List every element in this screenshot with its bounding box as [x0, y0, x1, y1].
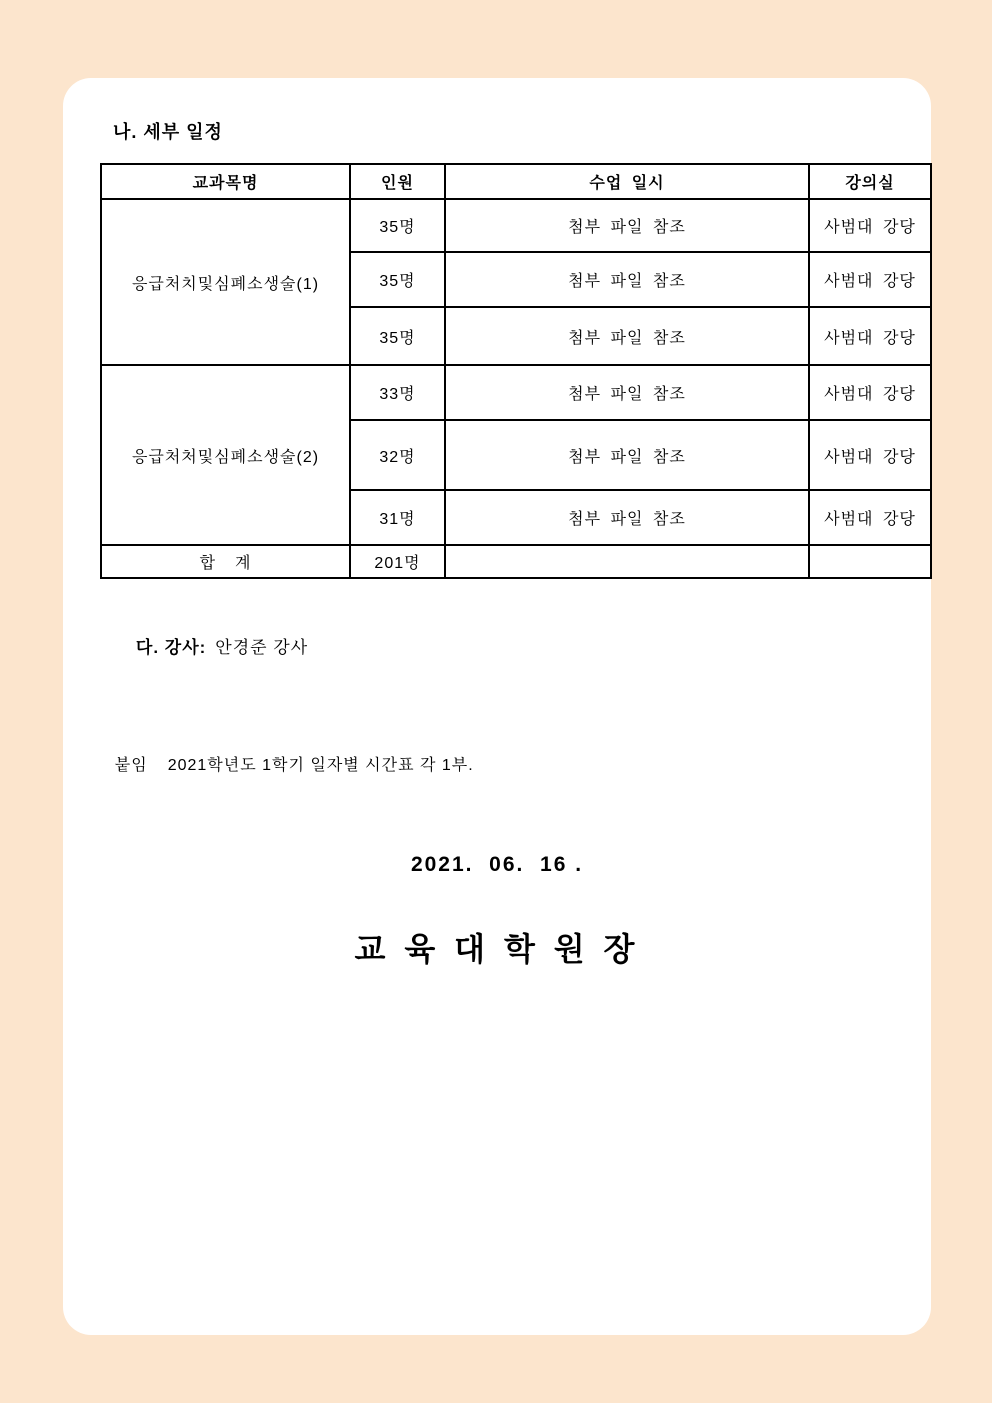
schedule-cell: 첨부 파일 참조	[445, 199, 809, 252]
attachment-text: 2021학년도 1학기 일자별 시간표 각 1부.	[167, 757, 474, 774]
course-name-cell: 응급처치및심폐소생술(1)	[101, 199, 350, 365]
section-c-value: 안경준 강사	[215, 638, 309, 657]
signature-title: 교 육 대 학 원 장	[354, 931, 640, 967]
schedule-cell: 첨부 파일 참조	[445, 490, 809, 545]
room-cell: 사범대 강당	[809, 199, 931, 252]
schedule-table	[100, 163, 932, 579]
count-cell: 33명	[350, 365, 445, 420]
room-cell: 사범대 강당	[809, 490, 931, 545]
schedule-cell: 첨부 파일 참조	[445, 365, 809, 420]
attachment-label: 붙임	[114, 757, 148, 774]
table-row	[101, 365, 931, 420]
header-course: 교과목명	[101, 164, 350, 199]
table-total-row	[101, 545, 931, 578]
schedule-cell: 첨부 파일 참조	[445, 420, 809, 490]
count-cell: 35명	[350, 307, 445, 365]
count-cell: 31명	[350, 490, 445, 545]
total-label-cell: 합 계	[101, 545, 350, 578]
header-schedule: 수업 일시	[445, 164, 809, 199]
section-b-title: 나. 세부 일정	[113, 122, 223, 142]
section-c-line	[113, 613, 931, 678]
section-c-label: 다. 강사:	[135, 638, 207, 657]
total-schedule-cell	[445, 545, 809, 578]
room-cell: 사범대 강당	[809, 307, 931, 365]
schedule-cell: 첨부 파일 참조	[445, 252, 809, 307]
table-header-row	[101, 164, 931, 199]
header-room: 강의실	[809, 164, 931, 199]
total-count-cell: 201명	[350, 545, 445, 578]
header-count: 인원	[350, 164, 445, 199]
total-room-cell	[809, 545, 931, 578]
document-page	[63, 78, 931, 1335]
document-date: 2021. 06. 16 .	[410, 853, 584, 876]
count-cell: 35명	[350, 199, 445, 252]
table-row	[101, 199, 931, 252]
schedule-cell: 첨부 파일 참조	[445, 307, 809, 365]
room-cell: 사범대 강당	[809, 420, 931, 490]
room-cell: 사범대 강당	[809, 365, 931, 420]
room-cell: 사범대 강당	[809, 252, 931, 307]
count-cell: 32명	[350, 420, 445, 490]
attachment-line	[93, 734, 931, 793]
course-name-cell: 응급처처및심폐소생술(2)	[101, 365, 350, 545]
count-cell: 35명	[350, 252, 445, 307]
